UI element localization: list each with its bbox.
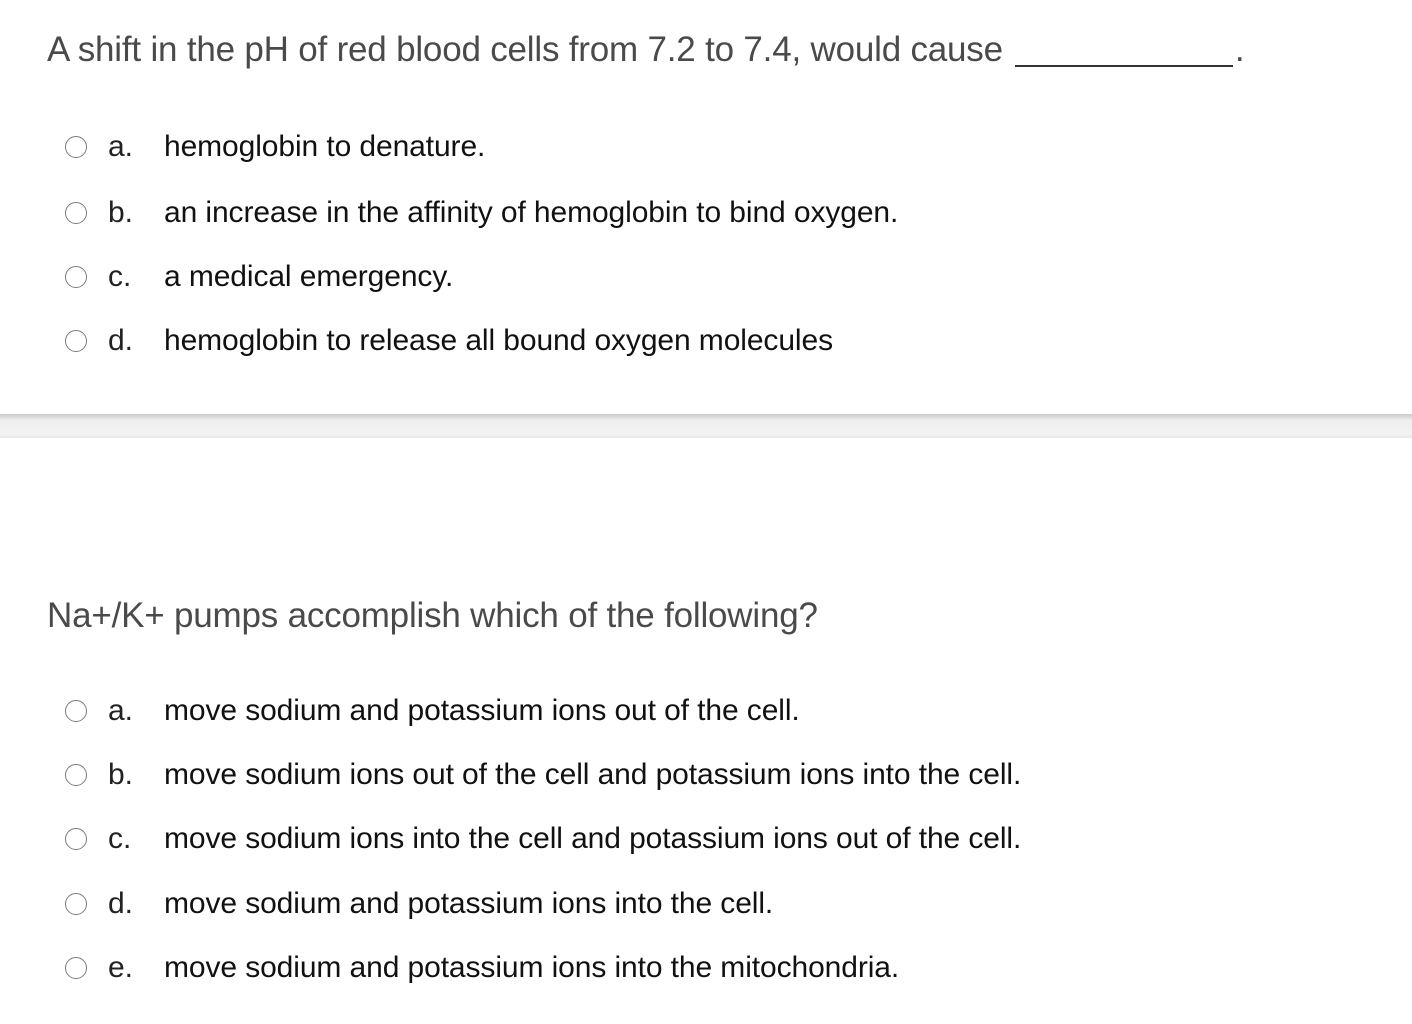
option-text: move sodium ions out of the cell and potassium ions into the cell. (164, 758, 1022, 791)
question-2-option-d[interactable] (65, 882, 774, 926)
radio-unselected-icon[interactable] (65, 136, 87, 158)
question-2-option-c[interactable] (65, 817, 1022, 861)
option-letter: d. (108, 887, 134, 920)
question-2-option-b[interactable] (65, 753, 1022, 797)
question-separator (0, 414, 1412, 438)
question-1 (0, 0, 1412, 414)
option-text: an increase in the affinity of hemoglobin to bind oxygen. (164, 196, 899, 229)
radio-unselected-icon[interactable] (65, 893, 87, 915)
question-1-option-a[interactable] (65, 125, 486, 169)
question-1-text: A shift in the pH of red blood cells from 7.2 to 7.4, would cause (47, 30, 1003, 69)
option-letter: e. (108, 951, 134, 984)
question-2-option-a[interactable] (65, 689, 800, 733)
question-1-option-d[interactable] (65, 319, 833, 363)
question-2-option-e[interactable] (65, 946, 900, 990)
option-text: a medical emergency. (164, 260, 454, 293)
option-letter: a. (108, 130, 134, 163)
question-1-option-c[interactable] (65, 255, 454, 299)
option-letter: c. (108, 260, 132, 293)
option-text: move sodium and potassium ions into the mitochondria. (164, 951, 900, 984)
question-1-prompt (47, 30, 1244, 70)
blank-suffix: . (1234, 30, 1245, 69)
radio-unselected-icon[interactable] (65, 266, 87, 288)
radio-unselected-icon[interactable] (65, 828, 87, 850)
radio-unselected-icon[interactable] (65, 700, 87, 722)
question-1-option-b[interactable] (65, 191, 899, 235)
option-letter: a. (108, 694, 134, 727)
option-text: hemoglobin to release all bound oxygen molecules (164, 324, 833, 357)
option-letter: b. (108, 758, 134, 791)
radio-unselected-icon[interactable] (65, 330, 87, 352)
option-text: move sodium ions into the cell and potassium ions out of the cell. (164, 822, 1022, 855)
option-letter: b. (108, 196, 134, 229)
option-letter: d. (108, 324, 134, 357)
option-text: move sodium and potassium ions into the cell. (164, 887, 774, 920)
radio-unselected-icon[interactable] (65, 202, 87, 224)
question-2-prompt: Na+/K+ pumps accomplish which of the following? (47, 596, 818, 635)
radio-unselected-icon[interactable] (65, 764, 87, 786)
answer-blank (1015, 65, 1233, 67)
option-text: hemoglobin to denature. (164, 130, 486, 163)
option-text: move sodium and potassium ions out of the cell. (164, 694, 800, 727)
radio-unselected-icon[interactable] (65, 957, 87, 979)
question-2 (0, 438, 1412, 1024)
option-letter: c. (108, 822, 132, 855)
